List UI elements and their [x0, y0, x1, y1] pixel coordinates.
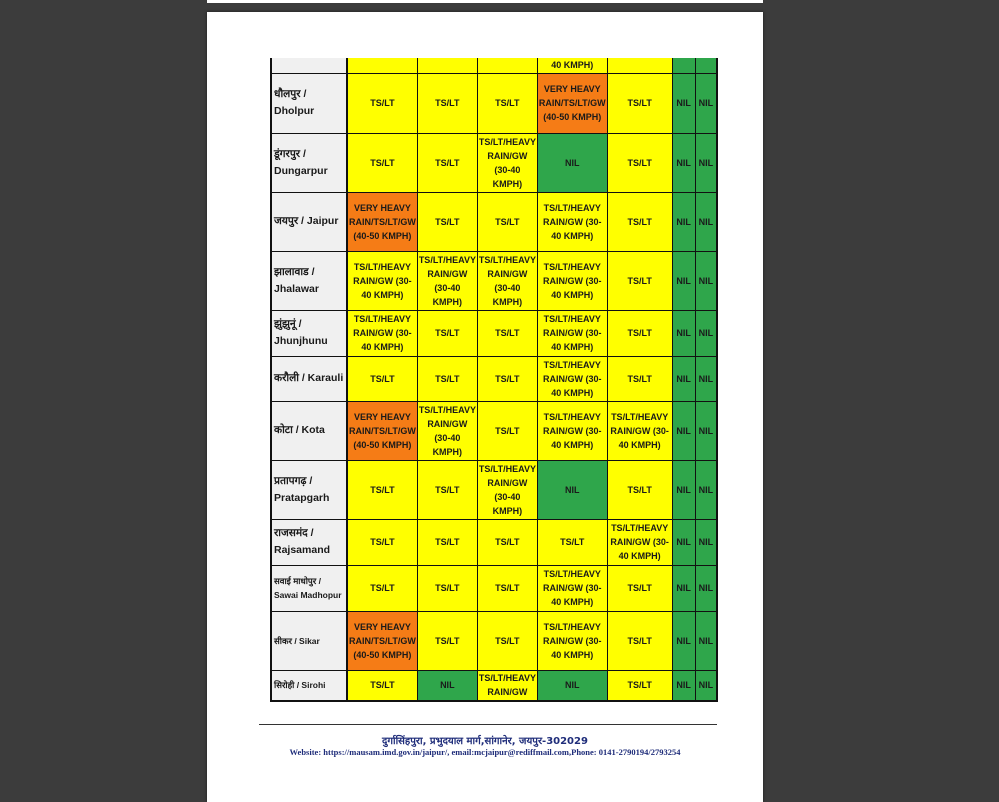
- forecast-cell: TS/LT: [347, 519, 417, 565]
- forecast-cell: NIL: [672, 356, 695, 401]
- district-cell: [271, 58, 347, 73]
- district-cell: राजसमंद / Rajsamand: [271, 519, 347, 565]
- forecast-cell: NIL: [695, 356, 717, 401]
- forecast-cell: TS/LT/HEAVY RAIN/GW (30-40 KMPH): [537, 356, 607, 401]
- table-row: [271, 519, 717, 565]
- forecast-cell: TS/LT: [417, 565, 477, 611]
- district-cell: डूंगरपुर / Dungarpur: [271, 133, 347, 192]
- table-row: [271, 460, 717, 519]
- forecast-cell: NIL: [695, 460, 717, 519]
- table-row: [271, 401, 717, 460]
- district-cell: प्रतापगढ़ / Pratapgarh: [271, 460, 347, 519]
- district-cell: धौलपुर / Dholpur: [271, 73, 347, 133]
- forecast-cell: TS/LT: [417, 133, 477, 192]
- table-row: [271, 565, 717, 611]
- district-cell: कोटा / Kota: [271, 401, 347, 460]
- forecast-cell: TS/LT/HEAVY RAIN/GW (30-40 KMPH): [347, 251, 417, 310]
- forecast-cell: TS/LT/HEAVY RAIN/GW (30-40 KMPH): [607, 401, 672, 460]
- forecast-cell: NIL: [695, 133, 717, 192]
- forecast-cell: TS/LT: [417, 519, 477, 565]
- forecast-cell: TS/LT/HEAVY RAIN/GW (30-40 KMPH): [417, 251, 477, 310]
- forecast-cell: VERY HEAVY RAIN/TS/LT/GW (40-50 KMPH): [537, 73, 607, 133]
- forecast-cell: NIL: [672, 670, 695, 701]
- forecast-cell: NIL: [695, 519, 717, 565]
- forecast-cell: NIL: [672, 192, 695, 251]
- forecast-cell: TS/LT: [607, 251, 672, 310]
- forecast-cell: NIL: [672, 133, 695, 192]
- forecast-cell: [477, 58, 537, 73]
- forecast-cell: NIL: [695, 73, 717, 133]
- forecast-cell: NIL: [537, 670, 607, 701]
- table-row: [271, 356, 717, 401]
- forecast-cell: NIL: [537, 460, 607, 519]
- forecast-cell: NIL: [695, 401, 717, 460]
- forecast-cell: TS/LT: [347, 133, 417, 192]
- forecast-cell: TS/LT: [477, 611, 537, 670]
- forecast-cell: NIL: [672, 73, 695, 133]
- forecast-cell: TS/LT/HEAVY RAIN/GW (30-40 KMPH): [347, 310, 417, 356]
- forecast-cell: TS/LT: [537, 519, 607, 565]
- table-row: [271, 73, 717, 133]
- forecast-cell: TS/LT: [477, 192, 537, 251]
- forecast-cell: TS/LT: [607, 356, 672, 401]
- forecast-cell: VERY HEAVY RAIN/TS/LT/GW (40-50 KMPH): [347, 401, 417, 460]
- forecast-cell: NIL: [672, 611, 695, 670]
- table-row: [271, 611, 717, 670]
- forecast-cell: TS/LT: [417, 460, 477, 519]
- forecast-cell: TS/LT: [417, 611, 477, 670]
- forecast-cell: TS/LT: [347, 670, 417, 701]
- forecast-cell: VERY HEAVY RAIN/TS/LT/GW (40-50 KMPH): [347, 192, 417, 251]
- forecast-cell: TS/LT: [607, 73, 672, 133]
- forecast-cell: TS/LT: [607, 611, 672, 670]
- forecast-cell: NIL: [695, 192, 717, 251]
- forecast-cell: NIL: [695, 565, 717, 611]
- forecast-cell: TS/LT: [607, 133, 672, 192]
- district-cell: सवाई माधोपुर / Sawai Madhopur: [271, 565, 347, 611]
- forecast-cell: TS/LT/HEAVY RAIN/GW: [477, 670, 537, 701]
- forecast-cell: TS/LT: [477, 519, 537, 565]
- forecast-cell: TS/LT/HEAVY RAIN/GW (30-40 KMPH): [477, 251, 537, 310]
- forecast-cell: NIL: [417, 670, 477, 701]
- forecast-cell: NIL: [672, 401, 695, 460]
- footer-address: दुर्गासिंहपुरा, प्रभुदयाल मार्ग,सांगानेर, जयपुर-302029: [382, 736, 588, 747]
- footer-divider: [259, 724, 717, 725]
- forecast-cell: TS/LT: [607, 192, 672, 251]
- forecast-cell: NIL: [672, 519, 695, 565]
- forecast-cell: TS/LT/HEAVY RAIN/GW (30-40 KMPH): [537, 310, 607, 356]
- forecast-cell: TS/LT: [347, 460, 417, 519]
- forecast-cell: TS/LT: [607, 565, 672, 611]
- forecast-cell: TS/LT: [607, 310, 672, 356]
- forecast-cell: [672, 58, 695, 73]
- forecast-cell: NIL: [672, 251, 695, 310]
- district-cell: जयपुर / Jaipur: [271, 192, 347, 251]
- forecast-cell: TS/LT: [347, 73, 417, 133]
- forecast-cell: TS/LT/HEAVY RAIN/GW (30-40 KMPH): [417, 401, 477, 460]
- forecast-cell: [417, 58, 477, 73]
- district-cell: झालावाड / Jhalawar: [271, 251, 347, 310]
- forecast-cell: [607, 58, 672, 73]
- district-cell: करौली / Karauli: [271, 356, 347, 401]
- footer-contact-info: Website: https://mausam.imd.gov.in/jaipur/, email:mcjaipur@rediffmail.com,Phone: 0141-2790194/2793254: [289, 747, 681, 757]
- forecast-cell: NIL: [537, 133, 607, 192]
- forecast-cell: TS/LT: [417, 356, 477, 401]
- forecast-cell: VERY HEAVY RAIN/TS/LT/GW (40-50 KMPH): [347, 611, 417, 670]
- forecast-cell: TS/LT: [607, 670, 672, 701]
- forecast-cell: [695, 58, 717, 73]
- forecast-cell: TS/LT/HEAVY RAIN/GW (30-40 KMPH): [477, 460, 537, 519]
- forecast-cell: TS/LT/HEAVY RAIN/GW (30-40 KMPH): [537, 611, 607, 670]
- forecast-cell: NIL: [695, 310, 717, 356]
- forecast-cell: TS/LT/HEAVY RAIN/GW (30-40 KMPH): [537, 192, 607, 251]
- forecast-cell: NIL: [672, 460, 695, 519]
- forecast-cell: NIL: [672, 565, 695, 611]
- forecast-cell: TS/LT: [417, 192, 477, 251]
- table-row: [271, 192, 717, 251]
- forecast-cell: TS/LT: [477, 401, 537, 460]
- forecast-cell: TS/LT: [417, 310, 477, 356]
- table-body: [271, 58, 717, 701]
- district-forecast-table: [270, 58, 718, 702]
- forecast-cell: NIL: [695, 611, 717, 670]
- table-row: [271, 251, 717, 310]
- document-page: [207, 12, 763, 802]
- district-cell: झुंझुनूं / Jhunjhunu: [271, 310, 347, 356]
- forecast-cell: TS/LT/HEAVY RAIN/GW (30-40 KMPH): [537, 565, 607, 611]
- forecast-cell: NIL: [672, 310, 695, 356]
- forecast-cell: NIL: [695, 251, 717, 310]
- forecast-cell: TS/LT/HEAVY RAIN/GW (30-40 KMPH): [607, 519, 672, 565]
- previous-page-edge: [207, 0, 763, 3]
- forecast-cell: TS/LT: [477, 73, 537, 133]
- forecast-cell: TS/LT: [477, 565, 537, 611]
- forecast-cell: TS/LT/HEAVY RAIN/GW (30-40 KMPH): [477, 133, 537, 192]
- forecast-cell: TS/LT: [347, 356, 417, 401]
- district-cell: सिरोही / Sirohi: [271, 670, 347, 701]
- forecast-cell: TS/LT: [347, 565, 417, 611]
- forecast-cell: TS/LT: [607, 460, 672, 519]
- forecast-cell: [347, 58, 417, 73]
- forecast-cell: TS/LT: [477, 356, 537, 401]
- table-row: [271, 133, 717, 192]
- district-cell: सीकर / Sikar: [271, 611, 347, 670]
- table-row: [271, 670, 717, 701]
- forecast-cell: TS/LT/HEAVY RAIN/GW (30-40 KMPH): [537, 251, 607, 310]
- table-row: [271, 310, 717, 356]
- table-row-partial: [271, 58, 717, 73]
- forecast-cell: TS/LT: [477, 310, 537, 356]
- forecast-cell: 40 KMPH): [537, 58, 607, 73]
- forecast-cell: TS/LT: [417, 73, 477, 133]
- forecast-cell: NIL: [695, 670, 717, 701]
- forecast-cell: TS/LT/HEAVY RAIN/GW (30-40 KMPH): [537, 401, 607, 460]
